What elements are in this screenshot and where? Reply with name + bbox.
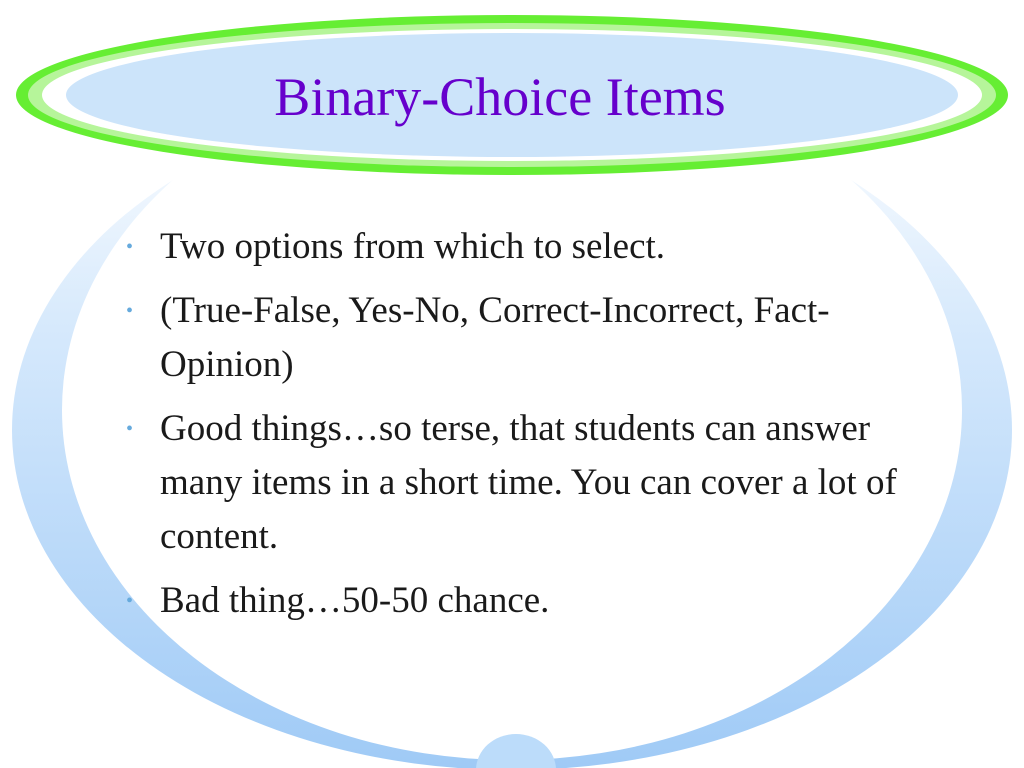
bullet-text: Two options from which to select. [160,226,666,267]
bullet-list [118,220,918,638]
list-item [118,574,918,628]
bullet-dot-icon: • [126,236,134,258]
slide-title: Binary-Choice Items [274,67,726,127]
list-item [118,220,918,274]
bullet-dot-icon: • [126,590,134,612]
bullet-text: Bad thing…50-50 chance. [160,580,550,621]
bullet-dot-icon: • [126,418,134,440]
bullet-dot-icon: • [126,300,134,322]
list-item [118,284,918,392]
list-item [118,402,918,564]
bullet-text: Good things…so terse, that students can answer many items in a short time. You can cover a lot of content. [160,408,897,557]
bullet-text: (True-False, Yes-No, Correct-Incorrect, Fact-Opinion) [160,290,830,385]
